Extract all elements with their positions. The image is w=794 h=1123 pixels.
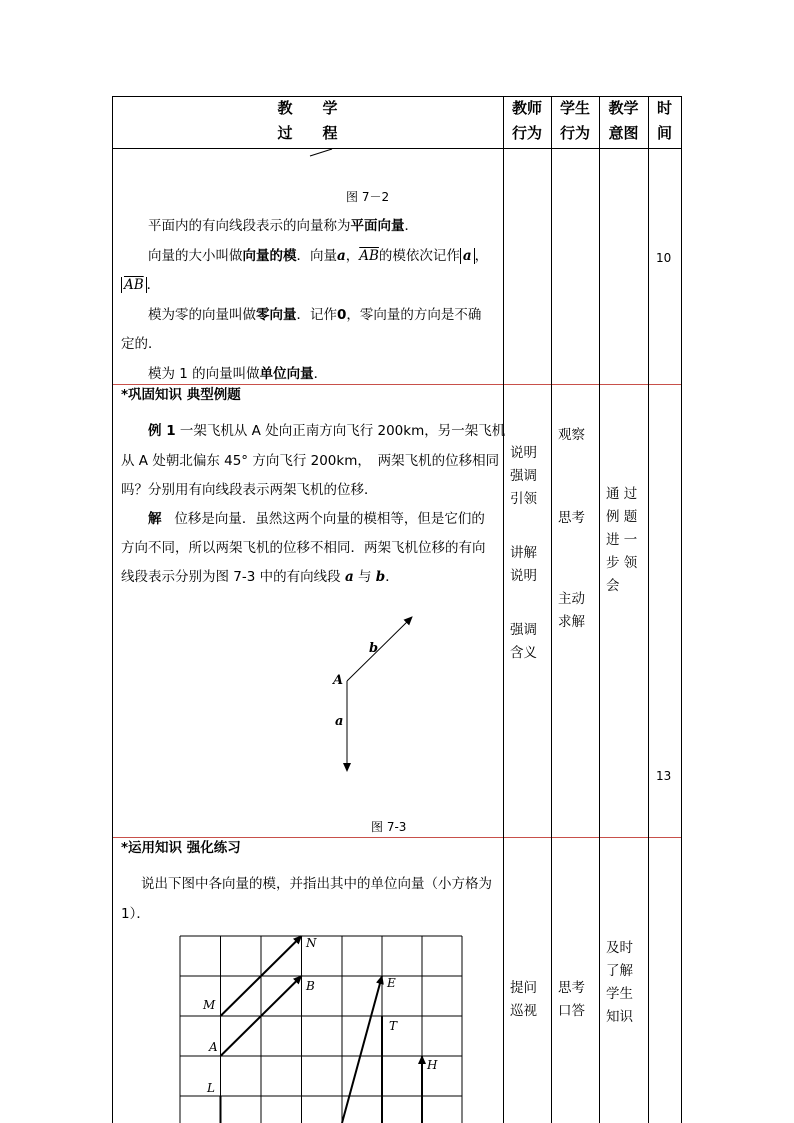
header-process-line1: 教 学	[277, 99, 338, 117]
zero-symbol: 0	[337, 307, 347, 323]
term-unit-vector: 单位向量	[259, 366, 314, 382]
example-1-line2: 从 A 处朝北偏东 45° 方向飞行 200km， 两架飞机的位移相同	[121, 453, 500, 469]
para-text: 位移是向量．虽然这两个向量的模相等，但是它们的	[174, 511, 485, 527]
teacher-action: 讲解	[510, 545, 537, 561]
vector-grid-figure	[170, 930, 470, 1123]
example-1-line1	[148, 421, 505, 441]
grid-label-m: M	[203, 998, 216, 1012]
figure-7-2-caption: 图 7－2	[346, 190, 390, 204]
solution-label: 解	[148, 511, 162, 527]
vector-e-arrow	[342, 976, 382, 1123]
section-heading-consolidate: *巩固知识 典型例题	[121, 387, 241, 403]
intent-line: 进 一	[606, 532, 638, 548]
intent-line: 及时	[606, 940, 633, 956]
time-cell-2: 13	[656, 769, 672, 783]
table-left-border	[112, 96, 113, 1123]
term-modulus: 向量的模	[242, 248, 297, 264]
var-a: a	[344, 569, 354, 585]
teacher-action: 巡视	[510, 1003, 537, 1019]
grid-label-a: A	[209, 1040, 218, 1054]
header-time-line2: 间	[656, 124, 672, 142]
para-text: 的模依次记作	[378, 248, 460, 264]
para-text: ．记作	[296, 307, 337, 323]
student-action: 思考	[558, 980, 585, 996]
grid-label-t: T	[389, 1019, 398, 1033]
para-unit-vector	[148, 364, 327, 384]
para-text: ．	[313, 366, 328, 382]
col-divider-time	[648, 96, 649, 1123]
teacher-action: 引领	[510, 491, 537, 507]
solution-line1	[148, 509, 485, 529]
student-actions-3	[558, 977, 598, 1023]
header-bottom-border	[112, 148, 681, 149]
teacher-actions-2	[510, 442, 550, 665]
teacher-action: 强调	[510, 622, 537, 638]
header-process-line2: 过 程	[277, 124, 338, 142]
header-student	[551, 96, 599, 146]
abs-ab	[121, 277, 147, 293]
para-text: ．	[146, 277, 161, 293]
teacher-action: 说明	[510, 568, 537, 584]
para-text: 向量的大小叫做	[148, 248, 243, 264]
intent-line: 知识	[606, 1009, 633, 1025]
teacher-action: 含义	[510, 645, 537, 661]
term-plane-vector: 平面向量	[350, 218, 405, 234]
abs-a	[460, 248, 475, 264]
figure-7-2-fragment	[300, 148, 340, 160]
intent-line: 例 题	[606, 509, 638, 525]
teacher-actions-3	[510, 977, 550, 1023]
grid-label-h: H	[427, 1058, 438, 1072]
para-text: 平面内的有向线段表示的向量称为	[148, 218, 351, 234]
para-text: ．	[404, 218, 418, 234]
student-action: 口答	[558, 1003, 585, 1019]
grid-lines	[180, 936, 462, 1123]
grid-label-n: N	[306, 936, 317, 950]
practice-line1: 说出下图中各向量的模，并指出其中的单位向量（小方格为	[141, 876, 492, 892]
student-action-observe: 观察	[558, 427, 585, 443]
header-time-line1: 时	[656, 99, 672, 117]
para-text: ，	[345, 248, 360, 264]
teacher-action-spacer	[510, 588, 550, 611]
vector-ab: $\overline{AB}$	[124, 277, 144, 293]
section-heading-practice: *运用知识 强化练习	[121, 840, 241, 856]
header-student-line1: 学生	[559, 99, 590, 117]
vector-b-arrow	[347, 617, 412, 681]
col-divider-student	[551, 96, 552, 1123]
vector-ab: $\overline{AB}$	[359, 248, 379, 264]
para-text: 模为零的向量叫做	[148, 307, 256, 323]
col-divider-teacher	[503, 96, 504, 1123]
teaching-intent-2	[606, 483, 646, 598]
time-cell-1: 10	[656, 251, 672, 265]
grid-label-b: B	[306, 979, 315, 993]
para-zero-vector-cont: 定的．	[121, 336, 162, 352]
col-divider-intent	[599, 96, 600, 1123]
intent-line: 了解	[606, 963, 633, 979]
para-text: ，零向量的方向是不确	[346, 307, 482, 323]
header-student-line2: 行为	[559, 124, 590, 142]
para-text: 线段表示分别为图 7-3 中的有向线段	[121, 569, 341, 585]
figure-7-3	[325, 608, 425, 783]
para-text: ．向量	[296, 248, 337, 264]
vector-label-b: b	[369, 641, 379, 656]
practice-line2: 1）．	[121, 906, 150, 922]
para-vector-modulus	[148, 246, 488, 266]
table-right-border	[681, 96, 682, 1123]
header-process	[112, 96, 503, 146]
teaching-intent-3	[606, 937, 646, 1029]
para-zero-vector	[148, 305, 481, 325]
header-time	[648, 96, 681, 146]
teacher-action: 强调	[510, 468, 537, 484]
para-text: 与	[357, 569, 372, 585]
figure-7-3-caption: 图 7-3	[371, 820, 407, 834]
var-a: a	[462, 248, 472, 264]
grid-label-l: L	[207, 1081, 215, 1095]
example-label: 例 1	[148, 423, 176, 439]
teacher-action: 提问	[510, 980, 537, 996]
teacher-action: 说明	[510, 445, 537, 461]
solution-line2: 方向不同，所以两架飞机的位移不相同．两架飞机位移的有向	[121, 540, 486, 556]
example-1-line3: 吗？分别用有向线段表示两架飞机的位移．	[121, 482, 378, 498]
para-plane-vector	[148, 216, 418, 236]
grid-label-e: E	[387, 976, 396, 990]
student-action-think: 思考	[558, 510, 585, 526]
solution-line3	[121, 567, 399, 587]
header-intent-line2: 意图	[608, 124, 639, 142]
header-intent	[599, 96, 648, 146]
header-teacher	[503, 96, 551, 146]
para-text: ．	[385, 569, 399, 585]
para-text: 模为 1 的向量叫做	[148, 366, 260, 382]
header-teacher-line2: 行为	[511, 124, 542, 142]
header-intent-line1: 教学	[608, 99, 639, 117]
para-text: 一架飞机从 A 处向正南方向飞行 200km，另一架飞机	[179, 423, 506, 439]
vector-label-a: a	[335, 714, 344, 729]
teacher-action-spacer	[510, 511, 550, 534]
para-vector-modulus-cont	[121, 275, 160, 295]
intent-line: 会	[606, 578, 620, 594]
intent-line: 通 过	[606, 486, 638, 502]
var-a: a	[337, 248, 346, 264]
var-b: b	[375, 569, 386, 585]
intent-line: 学生	[606, 986, 633, 1002]
student-action-solve	[558, 588, 598, 634]
term-zero-vector: 零向量	[256, 307, 297, 323]
student-action: 求解	[558, 614, 585, 630]
student-action: 主动	[558, 591, 585, 607]
para-text: ，	[474, 248, 489, 264]
point-label-a: A	[333, 673, 344, 688]
intent-line: 步 领	[606, 555, 638, 571]
header-teacher-line1: 教师	[511, 99, 542, 117]
